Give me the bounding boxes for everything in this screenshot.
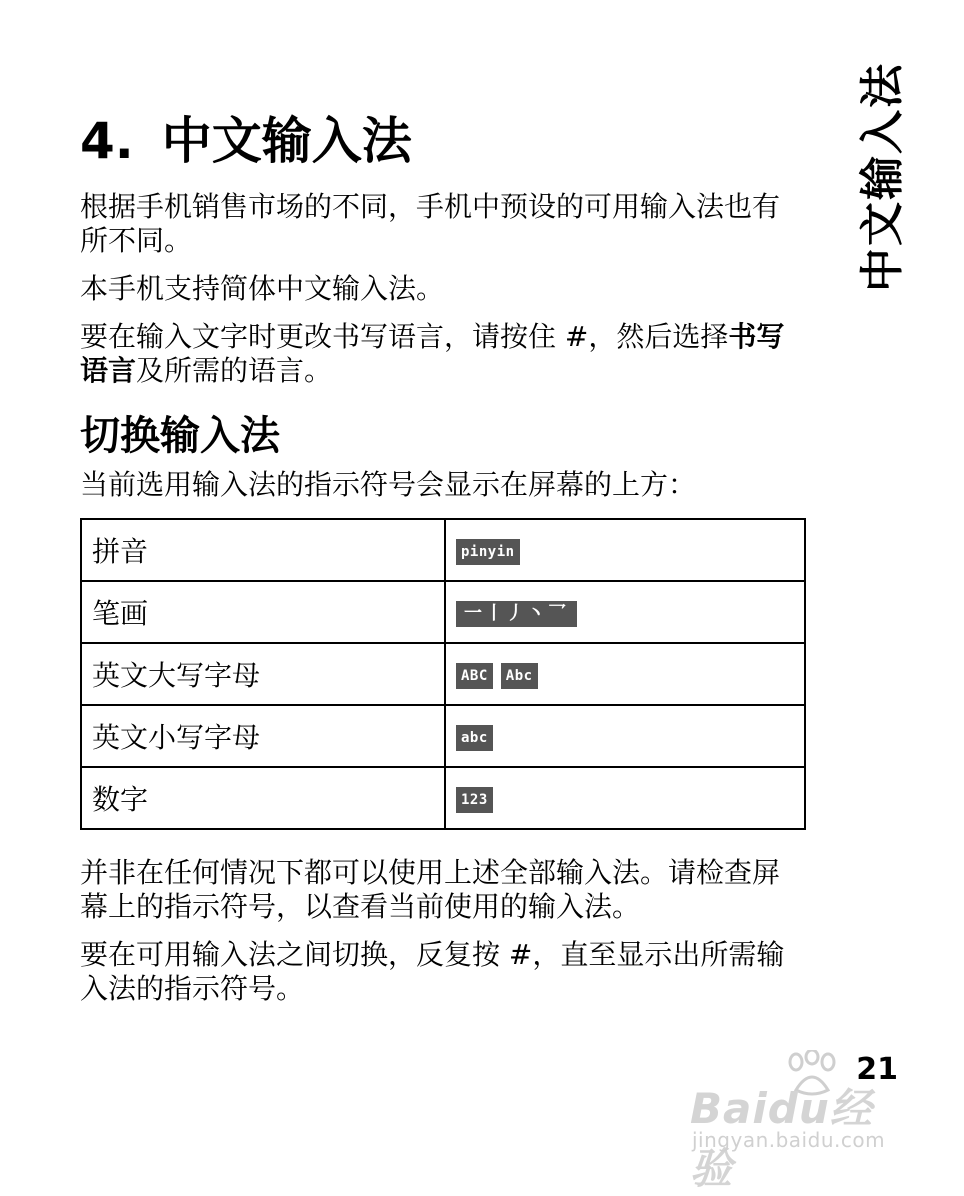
indicator-icon: 123 bbox=[456, 787, 493, 813]
indicator-icon: Abc bbox=[501, 663, 538, 689]
chapter-number: 4. bbox=[80, 112, 134, 170]
input-method-table bbox=[80, 518, 806, 830]
table-row bbox=[81, 643, 805, 705]
chapter-heading bbox=[80, 110, 806, 172]
page-number: 21 bbox=[856, 1052, 898, 1087]
support-paragraph: 本手机支持简体中文输入法。 bbox=[80, 272, 445, 305]
input-method-name: 笔画 bbox=[81, 581, 445, 643]
side-chapter-tab bbox=[846, 52, 910, 302]
availability-note: 并非在任何情况下都可以使用上述全部输入法。请检查屏幕上的指示符号，以查看当前使用的输入法。 bbox=[80, 856, 781, 923]
table-row bbox=[81, 767, 805, 829]
indicator-icon: ABC bbox=[456, 663, 493, 689]
input-method-indicator-cell bbox=[445, 519, 805, 581]
change-language-text-post: 及所需的语言。 bbox=[136, 354, 333, 387]
section-description: 当前选用输入法的指示符号会显示在屏幕的上方： bbox=[80, 468, 697, 501]
table-row bbox=[81, 705, 805, 767]
input-method-indicator-cell bbox=[445, 767, 805, 829]
section-heading: 切换输入法 bbox=[80, 413, 280, 459]
intro-paragraph: 根据手机销售市场的不同，手机中预设的可用输入法也有所不同。 bbox=[80, 190, 781, 257]
switch-instructions: 要在可用输入法之间切换，反复按 #，直至显示出所需输入法的指示符号。 bbox=[80, 938, 785, 1005]
input-method-name: 英文小写字母 bbox=[81, 705, 445, 767]
writing-language-term: 书写语言 bbox=[80, 320, 785, 387]
input-method-name: 数字 bbox=[81, 767, 445, 829]
change-language-text-pre: 要在输入文字时更改书写语言，请按住 #，然后选择 bbox=[80, 320, 729, 353]
table-row bbox=[81, 519, 805, 581]
chapter-title: 中文输入法 bbox=[161, 112, 412, 170]
input-method-indicator-cell bbox=[445, 705, 805, 767]
indicator-icon: 一丨丿丶乛 bbox=[456, 601, 577, 627]
change-language-paragraph bbox=[80, 320, 806, 388]
watermark bbox=[690, 1048, 910, 1193]
page-content bbox=[80, 110, 806, 1020]
watermark-url: jingyan.baidu.com bbox=[692, 1128, 886, 1152]
input-method-indicator-cell bbox=[445, 581, 805, 643]
indicator-icon: pinyin bbox=[456, 539, 520, 565]
indicator-icon: abc bbox=[456, 725, 493, 751]
side-chapter-title: 中文输入法 bbox=[857, 62, 908, 292]
input-method-name: 英文大写字母 bbox=[81, 643, 445, 705]
input-method-indicator-cell bbox=[445, 643, 805, 705]
input-method-name: 拼音 bbox=[81, 519, 445, 581]
watermark-logo: Baidu经验 bbox=[690, 1084, 873, 1193]
table-row bbox=[81, 581, 805, 643]
